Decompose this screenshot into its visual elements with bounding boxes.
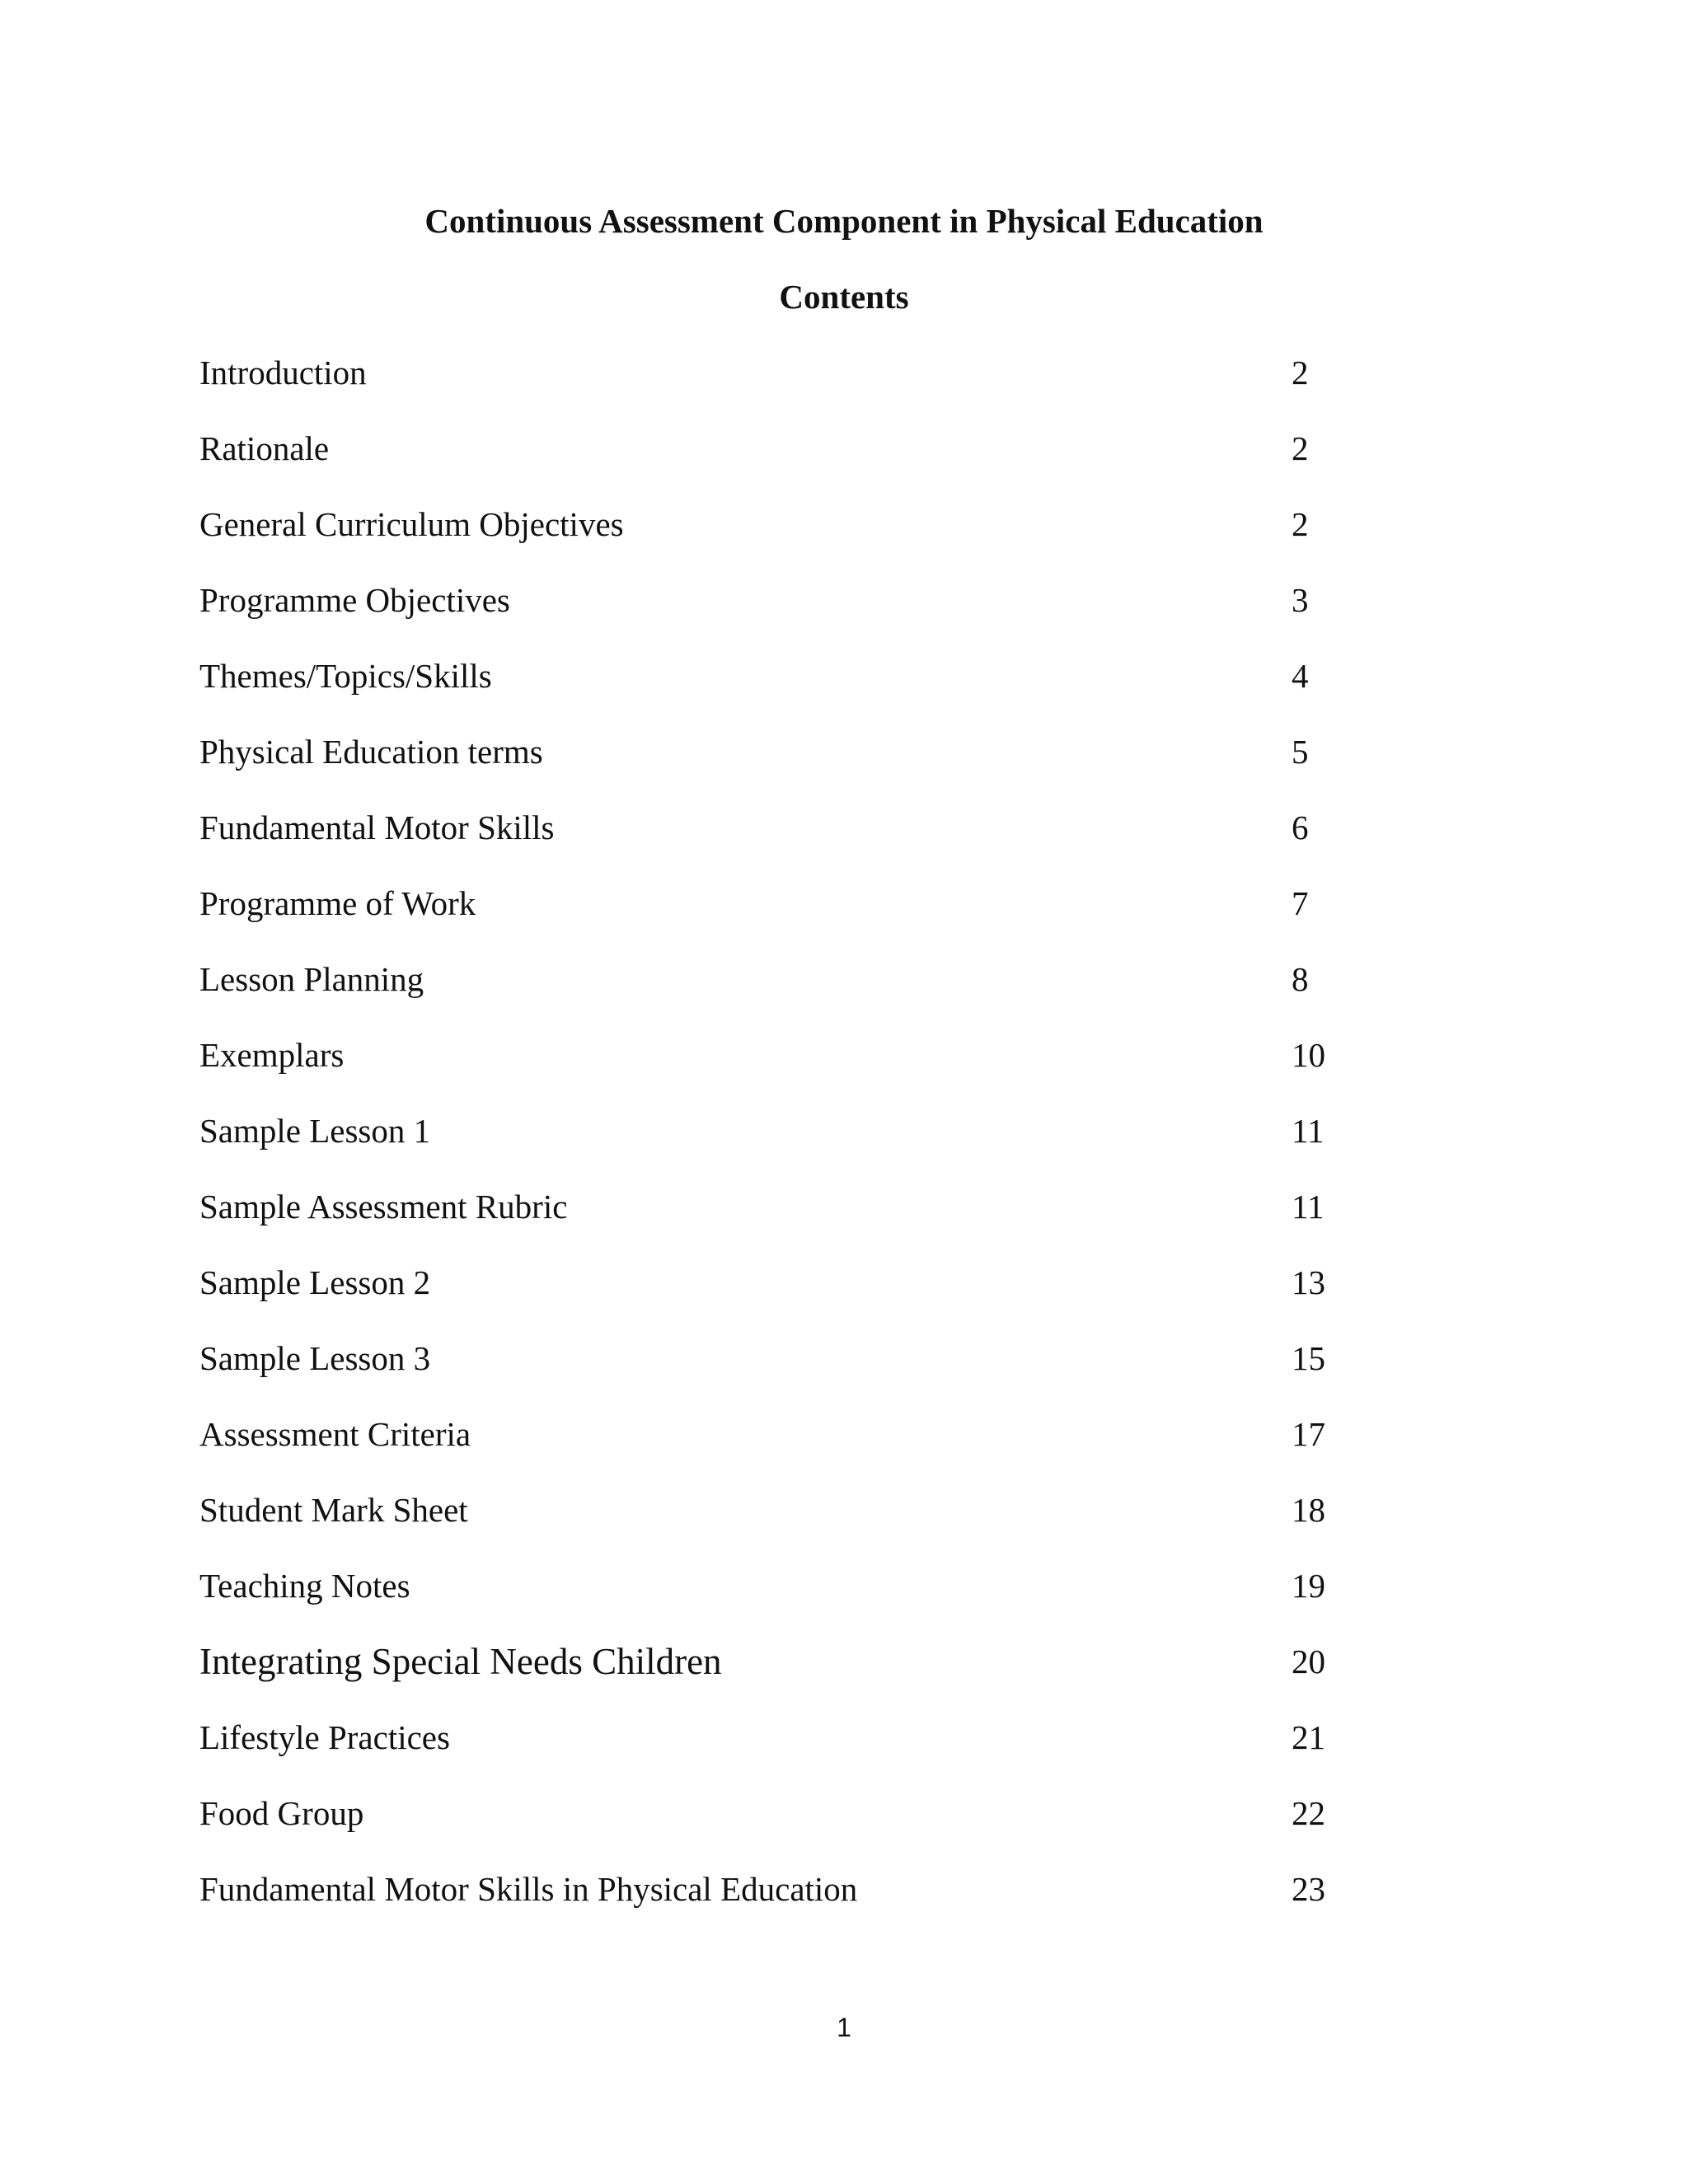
toc-entry-label: Physical Education terms bbox=[199, 733, 543, 771]
toc-entry-label: Fundamental Motor Skills in Physical Education bbox=[199, 1870, 858, 1908]
toc-entry-programme-objectives bbox=[199, 575, 1436, 651]
toc-entry-page: 8 bbox=[1292, 960, 1309, 998]
toc-entry-page: 3 bbox=[1292, 581, 1309, 619]
toc-entry-page: 18 bbox=[1292, 1491, 1325, 1529]
toc-entry-exemplars bbox=[199, 1030, 1436, 1106]
toc-entry-page: 6 bbox=[1292, 808, 1309, 846]
toc-entry-page: 13 bbox=[1292, 1263, 1325, 1301]
toc-entry-label: Programme Objectives bbox=[199, 581, 510, 619]
toc-entry-lesson-planning bbox=[199, 954, 1436, 1030]
toc-entry-rationale bbox=[199, 424, 1436, 499]
toc-entry-label: Sample Lesson 1 bbox=[199, 1112, 431, 1150]
toc-entry-page: 11 bbox=[1292, 1188, 1325, 1226]
toc-entry-page: 2 bbox=[1292, 505, 1309, 543]
toc-entry-label: Sample Lesson 3 bbox=[199, 1339, 431, 1377]
page-number: 1 bbox=[837, 2013, 851, 2042]
toc-entry-label: Rationale bbox=[199, 429, 330, 467]
toc-entry-page: 21 bbox=[1292, 1718, 1325, 1756]
toc-entry-lifestyle-practices bbox=[199, 1713, 1436, 1788]
toc-entry-page: 11 bbox=[1292, 1112, 1325, 1150]
toc-entry-sample-assessment-rubric bbox=[199, 1182, 1436, 1258]
toc-entry-themes-topics-skills bbox=[199, 651, 1436, 727]
toc-entry-page: 10 bbox=[1292, 1036, 1325, 1074]
toc-entry-page: 5 bbox=[1292, 733, 1309, 771]
toc-entry-label: Food Group bbox=[199, 1794, 364, 1832]
toc-entry-sample-lesson-2 bbox=[199, 1258, 1436, 1333]
toc-entry-introduction bbox=[199, 348, 1436, 424]
toc-entry-sample-lesson-3 bbox=[199, 1333, 1436, 1409]
toc-entry-label: Exemplars bbox=[199, 1036, 345, 1074]
toc-entry-page: 4 bbox=[1292, 657, 1309, 695]
toc-entry-label: Themes/Topics/Skills bbox=[199, 657, 492, 695]
toc-entry-sample-lesson-1 bbox=[199, 1106, 1436, 1182]
toc-entry-label: Sample Assessment Rubric bbox=[199, 1188, 568, 1226]
toc-entry-programme-of-work bbox=[199, 879, 1436, 954]
toc-entry-label: Programme of Work bbox=[199, 884, 476, 922]
table-of-contents bbox=[199, 348, 1436, 1940]
contents-heading: Contents bbox=[779, 278, 909, 316]
toc-entry-label: Lifestyle Practices bbox=[199, 1718, 450, 1756]
toc-entry-label: Assessment Criteria bbox=[199, 1415, 471, 1453]
toc-entry-page: 20 bbox=[1292, 1643, 1325, 1680]
toc-entry-label: Lesson Planning bbox=[199, 960, 424, 998]
toc-entry-general-curriculum-objectives bbox=[199, 499, 1436, 575]
toc-entry-page: 2 bbox=[1292, 354, 1309, 391]
toc-entry-label: Introduction bbox=[199, 354, 367, 391]
toc-entry-page: 22 bbox=[1292, 1794, 1325, 1832]
toc-entry-page: 15 bbox=[1292, 1339, 1325, 1377]
toc-entry-label: Student Mark Sheet bbox=[199, 1491, 468, 1529]
toc-entry-physical-education-terms bbox=[199, 727, 1436, 803]
toc-entry-integrating-special-needs-children bbox=[199, 1637, 1436, 1713]
toc-entry-label: Sample Lesson 2 bbox=[199, 1263, 431, 1301]
toc-entry-teaching-notes bbox=[199, 1561, 1436, 1637]
toc-entry-page: 2 bbox=[1292, 429, 1309, 467]
toc-entry-page: 7 bbox=[1292, 884, 1309, 922]
document-title: Continuous Assessment Component in Physical Education bbox=[424, 202, 1264, 240]
toc-entry-label: General Curriculum Objectives bbox=[199, 505, 624, 543]
toc-entry-page: 17 bbox=[1292, 1415, 1325, 1453]
toc-entry-label: Fundamental Motor Skills bbox=[199, 808, 555, 846]
toc-entry-fundamental-motor-skills-in-physical-education bbox=[199, 1864, 1436, 1940]
toc-entry-page: 23 bbox=[1292, 1870, 1325, 1908]
toc-entry-student-mark-sheet bbox=[199, 1485, 1436, 1561]
toc-entry-assessment-criteria bbox=[199, 1409, 1436, 1485]
toc-entry-food-group bbox=[199, 1788, 1436, 1864]
toc-entry-label: Teaching Notes bbox=[199, 1567, 410, 1605]
toc-entry-fundamental-motor-skills bbox=[199, 803, 1436, 879]
toc-entry-label: Integrating Special Needs Children bbox=[199, 1641, 722, 1682]
toc-entry-page: 19 bbox=[1292, 1567, 1325, 1605]
